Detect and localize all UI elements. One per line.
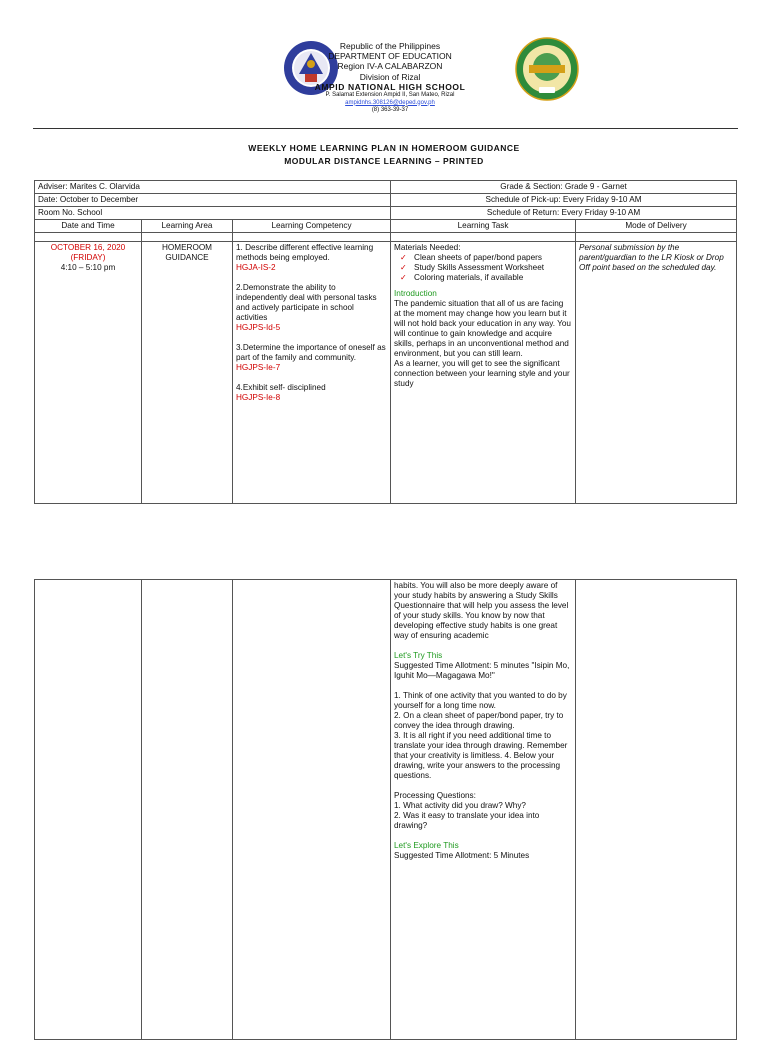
explore-heading: Let's Explore This [394, 841, 459, 850]
step-2: 2. On a clean sheet of paper/bond paper, try to convey the idea through drawing. [394, 711, 564, 730]
step-3: 3. It is all right if you need additional time to translate your idea through drawing. Remember that your creativity is limitless. 4. Below your drawing, write your answers to the processing questions. [394, 731, 568, 780]
col-competency-header: Learning Competency [233, 220, 391, 233]
empty-delivery-cell [576, 580, 737, 1040]
date-text: OCTOBER 16, 2020 [50, 243, 126, 252]
continued-text: habits. You will also be more deeply aware of your study habits by answering a Study Skills Questionnaire that will help you assess the level of your study skills. You know by now that developing effective study habits is one great way of ensuring academic [394, 581, 569, 640]
school-address: P. Salamat Extension Ampid II, San Mateo, Rizal [325, 92, 455, 99]
column-header-row [35, 220, 737, 233]
area-line-2: GUIDANCE [165, 253, 209, 262]
letterhead [0, 0, 768, 130]
school-email-link[interactable]: ampidnhs.308126@deped.gov.ph [345, 99, 435, 106]
table-row [35, 580, 737, 1040]
learning-task-cell [391, 242, 576, 504]
try-heading: Let's Try This [394, 651, 443, 660]
processing-label: Processing Questions: [394, 791, 476, 800]
competency-2: 2.Demonstrate the ability to independently deal with personal tasks and actively participate in school activities [236, 283, 377, 322]
header-line-3: Region IV-A CALABARZON [337, 61, 443, 72]
intro-text: The pandemic situation that all of us are facing at the moment may change how you learn but it will not hold back your education in any way. You will continue to gain knowledge and acquire skills, perhaps in an unconventional method and environment, but you can still learn. [394, 299, 571, 358]
competency-1: 1. Describe different effective learning methods being employed. [236, 243, 374, 262]
list-item: ✓ Coloring materials, if available [400, 273, 524, 282]
col-delivery-header: Mode of Delivery [576, 220, 737, 233]
competency-4: 4.Exhibit self- disciplined [236, 383, 326, 392]
header-line-4: Division of Rizal [359, 71, 421, 82]
school-name: AMPID NATIONAL HIGH SCHOOL [314, 81, 466, 92]
pickup-cell: Schedule of Pick-up: Every Friday 9-10 AM [391, 194, 737, 207]
doc-title: WEEKLY HOME LEARNING PLAN IN HOMEROOM GUIDANCE [248, 143, 520, 153]
continued-task-cell [391, 580, 576, 1040]
day-text: (FRIDAY) [70, 253, 106, 262]
checkmark-icon: ✓ [400, 263, 407, 272]
table-row [35, 242, 737, 504]
header-line-2: DEPARTMENT OF EDUCATION [328, 51, 452, 62]
intro-text-2: As a learner, you will get to see the significant connection between your learning style and your study [394, 359, 570, 388]
empty-area-cell [142, 580, 233, 1040]
return-cell: Schedule of Return: Every Friday 9-10 AM [391, 207, 737, 220]
adviser-cell: Adviser: Marites C. Olarvida [35, 181, 391, 194]
area-line-1: HOMEROOM [161, 243, 213, 252]
room-cell: Room No. School [35, 207, 391, 220]
learning-area-cell [142, 242, 233, 504]
col-area-header: Learning Area [142, 220, 233, 233]
header-divider [33, 128, 738, 129]
intro-heading: Introduction [394, 289, 437, 298]
col-date-header: Date and Time [35, 220, 142, 233]
time-text: 4:10 – 5:10 pm [60, 263, 116, 272]
date-time-cell [35, 242, 142, 504]
grade-cell: Grade & Section: Grade 9 - Garnet [391, 181, 737, 194]
competency-3: 3.Determine the importance of oneself as part of the family and community. [236, 343, 386, 362]
col-task-header: Learning Task [391, 220, 576, 233]
delivery-cell: Personal submission by the parent/guardian to the LR Kiosk or Drop Off point based on the scheduled day. [576, 242, 737, 504]
empty-date-cell [35, 580, 142, 1040]
processing-q2: 2. Was it easy to translate your idea into drawing? [394, 811, 540, 830]
plan-table-continued [34, 579, 737, 1040]
competency-code-1: HGJA-IS-2 [236, 263, 276, 272]
competency-code-4: HGJPS-Ie-8 [236, 393, 281, 402]
competency-code-2: HGJPS-Id-5 [236, 323, 281, 332]
checkmark-icon: ✓ [400, 253, 407, 262]
materials-list [398, 253, 572, 283]
empty-competency-cell [233, 580, 391, 1040]
school-seal-icon [515, 37, 579, 101]
list-item: ✓ Study Skills Assessment Worksheet [400, 263, 545, 272]
doc-subtitle: MODULAR DISTANCE LEARNING – PRINTED [284, 156, 484, 166]
list-item: ✓ Clean sheets of paper/bond papers [400, 253, 542, 262]
plan-table [34, 180, 737, 504]
competency-cell [233, 242, 391, 504]
try-text: Suggested Time Allotment: 5 minutes "Isipin Mo, Iguhit Mo—Magagawa Mo!" [394, 661, 570, 680]
processing-q1: 1. What activity did you draw? Why? [394, 801, 526, 810]
materials-label: Materials Needed: [394, 243, 461, 252]
date-range-cell: Date: October to December [35, 194, 391, 207]
explore-text: Suggested Time Allotment: 5 Minutes [394, 851, 530, 860]
step-1: 1. Think of one activity that you wanted to do by yourself for a long time now. [394, 691, 567, 710]
checkmark-icon: ✓ [400, 273, 407, 282]
header-line-1: Republic of the Philippines [339, 41, 441, 51]
school-phone: (8) 363-39-37 [371, 107, 409, 114]
competency-code-3: HGJPS-Ie-7 [236, 363, 281, 372]
